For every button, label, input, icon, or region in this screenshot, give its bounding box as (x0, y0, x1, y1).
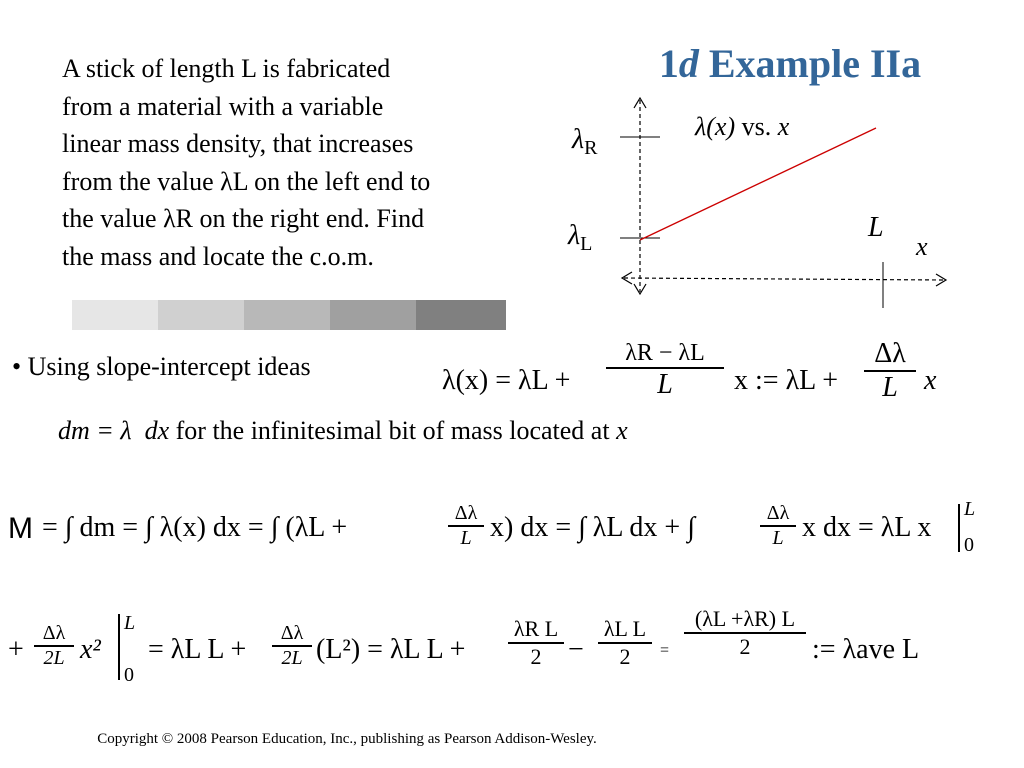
dm-expression: dm = λ dx (58, 416, 170, 445)
mass-eq-frac2 (760, 502, 796, 550)
second-eq-evalbar (118, 614, 120, 680)
second-eq-frac1-num: Δλ (42, 622, 66, 644)
graph-caption (695, 112, 789, 142)
mass-eq-seg3: x dx = λL x (802, 512, 932, 543)
lambda-eq-frac1-den: L (657, 368, 673, 400)
second-eq-frac5 (684, 606, 806, 660)
second-eq-frac3-den: 2 (530, 643, 542, 669)
lambda-eq-frac2 (864, 338, 916, 404)
lambda-r-subscript: R (584, 137, 598, 159)
dm-text: for the infinitesimal bit of mass located at (169, 416, 617, 445)
title-number: 1 (658, 41, 679, 86)
title-d: d (678, 41, 699, 86)
second-eq-upper-limit: L (124, 612, 136, 634)
copyright-notice: Copyright © 2008 Pearson Education, Inc., publishing as Pearson Addison-Wesley. (97, 731, 597, 747)
bullet-slope: • Using slope-intercept ideas (12, 352, 311, 381)
lambda-l-label (568, 220, 592, 256)
lambda-eq-frac1 (606, 340, 724, 401)
x-axis-label: x (916, 232, 928, 261)
lambda-eq-frac2-num: Δλ (874, 338, 906, 369)
mass-eq-lower-limit: 0 (964, 534, 974, 556)
lambda-r-label (572, 124, 597, 160)
second-eq-frac4-den: 2 (619, 643, 631, 669)
mass-eq-evalbar (958, 504, 960, 552)
mass-eq-seg1: = ∫ dm = ∫ λ(x) dx = ∫ (λL + (42, 512, 348, 543)
lambda-eq-frac2-den: L (882, 371, 898, 403)
second-eq-plus: + (8, 634, 24, 665)
second-eq-frac5-den: 2 (739, 633, 751, 659)
mass-eq-frac1-den: L (460, 526, 472, 549)
second-eq-frac2-den: 2L (281, 646, 303, 669)
bullet-dm (58, 416, 628, 446)
lambda-l-subscript: L (580, 233, 593, 255)
lambda-eq-frac1-num: λR − λL (625, 340, 705, 366)
second-eq-frac3 (508, 616, 564, 670)
second-eq-x2: x² (80, 634, 101, 665)
dm-x: x (616, 416, 628, 445)
x-axis (624, 278, 944, 280)
second-eq-frac4 (598, 616, 652, 670)
lambda-eq-lhs: λ(x) = λL + (442, 365, 571, 396)
density-line (640, 128, 876, 240)
second-eq-minus: − (568, 634, 584, 665)
problem-line-6: the mass and locate the c.o.m. (62, 241, 374, 271)
graph-caption-vs: vs. (735, 112, 778, 141)
title-rest: Example IIa (698, 41, 922, 86)
second-eq-lower-limit: 0 (124, 664, 134, 686)
second-eq-eq1: = λL L + (148, 634, 247, 665)
second-eq-frac2-num: Δλ (280, 622, 304, 644)
second-eq-frac1-den: 2L (43, 646, 65, 669)
second-eq-frac5-num: (λL +λR) L (694, 606, 796, 631)
second-eq-frac3-num: λR L (513, 616, 559, 641)
problem-line-2: from a material with a variable (62, 91, 384, 121)
second-eq-end: := λave L (812, 634, 920, 665)
second-eq-frac4-num: λL L (603, 616, 647, 641)
mass-symbol: M (8, 512, 33, 545)
lambda-eq-mid: x := λL + (734, 365, 839, 396)
problem-line-3: linear mass density, that increases (62, 129, 414, 158)
lambda-r-symbol: λ (572, 124, 585, 155)
second-eq-frac2 (272, 622, 312, 670)
mass-eq-frac2-num: Δλ (766, 502, 790, 524)
mass-eq-upper-limit: L (964, 498, 976, 520)
mass-eq-frac1 (448, 502, 484, 550)
second-eq-frac1 (34, 622, 74, 670)
problem-line-1: A stick of length L is fabricated (62, 54, 391, 83)
mass-eq-seg2: x) dx = ∫ λL dx + ∫ (490, 512, 695, 543)
lambda-eq-end: x (924, 365, 937, 396)
mass-eq-frac1-num: Δλ (454, 502, 478, 524)
lambda-l-symbol: λ (568, 220, 581, 251)
graph-caption-lambda: λ(x) (695, 112, 736, 141)
mass-eq-frac2-den: L (772, 526, 784, 549)
problem-line-5: the value λR on the right end. Find (62, 204, 425, 233)
graph-caption-x: x (777, 112, 790, 141)
second-eq-L2: (L²) = λL L + (316, 634, 466, 665)
length-axis-label: L (868, 212, 884, 243)
second-eq-eqsmall: = (660, 642, 670, 659)
problem-line-4: from the value λL on the left end to (62, 166, 431, 196)
